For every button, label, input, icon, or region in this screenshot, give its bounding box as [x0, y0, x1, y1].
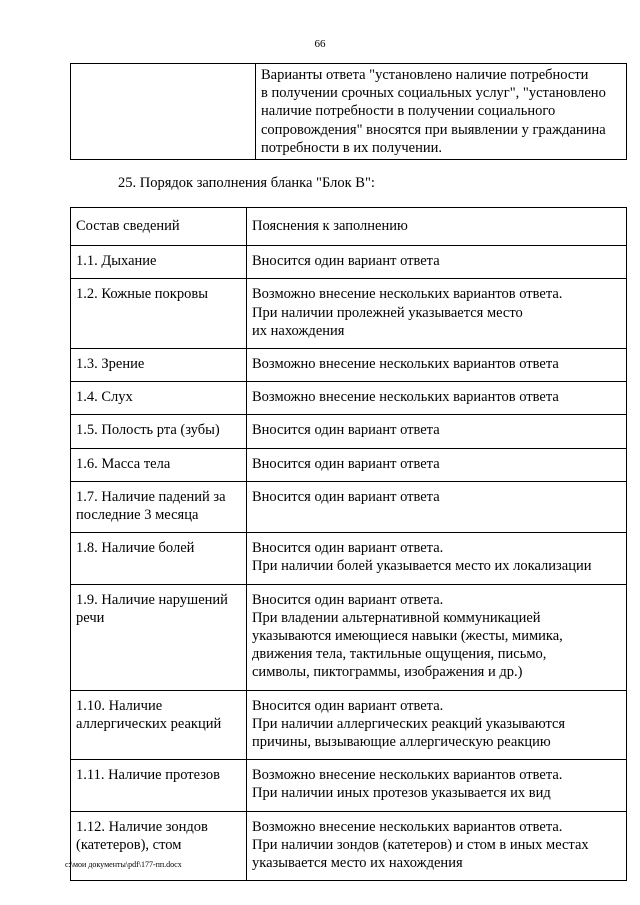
item-cell: [71, 349, 247, 382]
explanation-cell: [247, 448, 627, 481]
explanation-cell: [247, 481, 627, 532]
table-row: [71, 584, 627, 690]
item-line: 1.8. Наличие болей: [76, 540, 195, 557]
item-cell: [71, 584, 247, 690]
block-v-table: [70, 207, 627, 881]
section-heading: 25. Порядок заполнения бланка "Блок В":: [118, 175, 375, 191]
item-line: 1.9. Наличие нарушений: [76, 591, 228, 608]
page-number: 66: [314, 38, 326, 50]
item-line: 1.10. Наличие: [76, 697, 163, 714]
table-row: [71, 415, 627, 448]
continuation-line: потребности в их получении.: [261, 139, 442, 156]
item-cell: [71, 533, 247, 584]
item-line: (катетеров), стом: [76, 836, 182, 853]
explanation-line: Возможно внесение нескольких вариантов ответа: [252, 389, 559, 406]
explanation-cell: [247, 349, 627, 382]
item-cell: [71, 382, 247, 415]
table-row: [71, 246, 627, 279]
item-cell: [71, 481, 247, 532]
item-line: 1.7. Наличие падений за: [76, 488, 226, 505]
item-line: 1.5. Полость рта (зубы): [76, 422, 220, 439]
explanation-line: Вносится один вариант ответа.: [252, 540, 444, 557]
continuation-empty-cell: [71, 64, 256, 160]
explanation-cell: [247, 760, 627, 811]
explanation-line: движения тела, тактильные ощущения, письмо,: [252, 646, 547, 663]
explanation-line: Возможно внесение нескольких вариантов ответа.: [252, 286, 563, 303]
header-cell-composition: Состав сведений: [71, 208, 247, 246]
explanation-line: При владении альтернативной коммуникацией: [252, 609, 541, 626]
item-line: 1.1. Дыхание: [76, 253, 157, 270]
explanation-line: Возможно внесение нескольких вариантов ответа.: [252, 767, 563, 784]
table-row: [71, 690, 627, 760]
explanation-line: Вносится один вариант ответа: [252, 455, 440, 472]
continuation-line: наличие потребности в получении социального: [261, 103, 556, 120]
explanation-cell: [247, 415, 627, 448]
explanation-line: причины, вызывающие аллергическую реакцию: [252, 734, 551, 751]
explanation-line: Вносится один вариант ответа: [252, 422, 440, 439]
explanation-line: Вносится один вариант ответа.: [252, 591, 444, 608]
table-row: [71, 349, 627, 382]
table-row: [71, 533, 627, 584]
item-cell: [71, 448, 247, 481]
explanation-line: При наличии иных протезов указывается их вид: [252, 785, 551, 802]
item-line: речи: [76, 609, 105, 626]
item-line: 1.4. Слух: [76, 389, 133, 406]
explanation-line: Возможно внесение нескольких вариантов ответа.: [252, 818, 563, 835]
explanation-cell: [247, 584, 627, 690]
continuation-line: в получении срочных социальных услуг", "установлено: [261, 85, 606, 102]
explanation-cell: [247, 811, 627, 881]
item-line: 1.12. Наличие зондов: [76, 818, 208, 835]
header-cell-explanation: Пояснения к заполнению: [247, 208, 627, 246]
explanation-line: символы, пиктограммы, изображения и др.): [252, 664, 523, 681]
item-cell: [71, 690, 247, 760]
item-cell: [71, 279, 247, 349]
continuation-line: Варианты ответа "установлено наличие потребности: [261, 67, 589, 83]
item-cell: [71, 415, 247, 448]
footer-file-path: c:\мои документы\pdf\177-пп.docx: [65, 860, 182, 869]
continuation-line: сопровождения" вносятся при выявлении у гражданина: [261, 121, 606, 138]
table-row: [71, 811, 627, 881]
explanation-line: При наличии зондов (катетеров) и стом в иных местах: [252, 836, 589, 853]
item-cell: [71, 246, 247, 279]
explanation-line: При наличии пролежней указывается место: [252, 304, 523, 321]
continuation-text-cell: [256, 64, 627, 160]
explanation-line: При наличии аллергических реакций указываются: [252, 715, 566, 732]
explanation-cell: [247, 382, 627, 415]
explanation-line: указывается место их нахождения: [252, 855, 463, 872]
explanation-line: При наличии болей указывается место их локализации: [252, 558, 592, 575]
explanation-cell: [247, 533, 627, 584]
explanation-cell: [247, 279, 627, 349]
table-row: [71, 760, 627, 811]
explanation-line: указываются имеющиеся навыки (жесты, мимика,: [252, 628, 563, 645]
item-cell: [71, 760, 247, 811]
item-line: 1.11. Наличие протезов: [76, 767, 220, 784]
table-row: [71, 448, 627, 481]
explanation-line: их нахождения: [252, 322, 345, 339]
explanation-line: Вносится один вариант ответа: [252, 253, 440, 270]
explanation-cell: [247, 246, 627, 279]
table-row: [71, 279, 627, 349]
item-line: 1.2. Кожные покровы: [76, 286, 208, 303]
table-body: [71, 208, 627, 881]
table-header-row: [71, 208, 627, 246]
table-row: [71, 382, 627, 415]
explanation-line: Вносится один вариант ответа: [252, 488, 440, 505]
explanation-line: Возможно внесение нескольких вариантов ответа: [252, 356, 559, 373]
continuation-row: [71, 64, 627, 160]
item-line: последние 3 месяца: [76, 507, 199, 524]
table-row: [71, 481, 627, 532]
continuation-table: [70, 63, 627, 160]
item-cell: [71, 811, 247, 881]
item-line: 1.3. Зрение: [76, 356, 145, 373]
explanation-line: Вносится один вариант ответа.: [252, 697, 444, 714]
explanation-cell: [247, 690, 627, 760]
item-line: 1.6. Масса тела: [76, 455, 171, 472]
item-line: аллергических реакций: [76, 715, 222, 732]
